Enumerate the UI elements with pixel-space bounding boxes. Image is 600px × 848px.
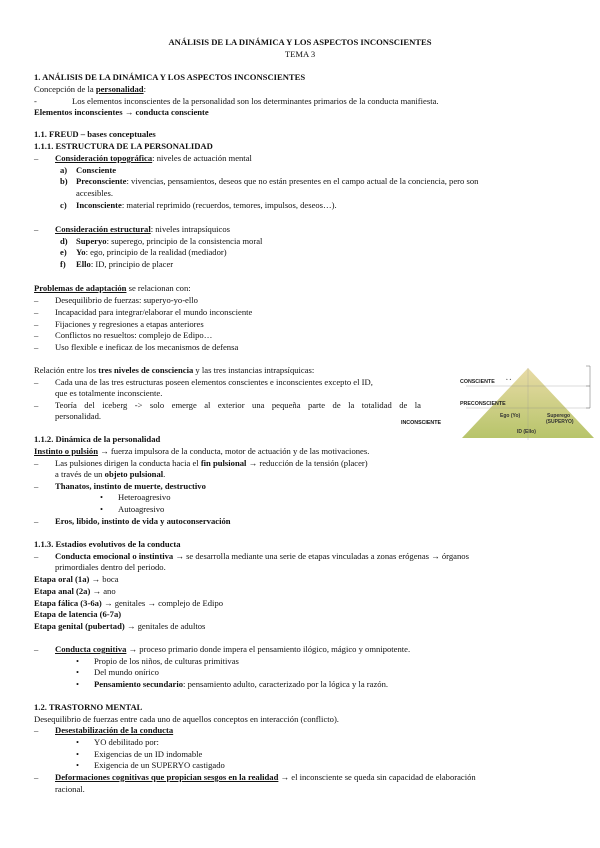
- problema-item: Desequilibrio de fuerzas: superyo-yo-ello: [55, 295, 198, 305]
- list-dash: –: [34, 307, 39, 317]
- label-inconsciente-ext: INCONSCIENTE: [401, 420, 442, 426]
- eros-line: Eros, libido, instinto de vida y autoconservación: [55, 516, 231, 526]
- list-dash: –: [34, 400, 39, 410]
- relacion-item-1-cont: que es totalmente inconsciente.: [55, 388, 163, 398]
- item-b-text: Preconsciente: vivencias, pensamientos, deseos que no están presentes en el campo actual de la conciencia, pero son: [76, 176, 479, 186]
- cognitiva-item-3: Pensamiento secundario: pensamiento adulto, caracterizado por la lógica y la razón.: [94, 679, 389, 689]
- bullet-dot: •: [76, 667, 80, 677]
- list-dash: –: [34, 319, 39, 329]
- instinto-line: Instinto o pulsión → fuerza impulsora de la conducta, motor de actuación y de las motivaciones.: [34, 446, 370, 456]
- item-c-text: Inconsciente: material reprimido (recuerdos, temores, impulsos, deseos…).: [76, 200, 337, 210]
- problemas-line: Problemas de adaptación se relacionan con:: [34, 283, 191, 293]
- etapa-latencia: Etapa de latencia (6-7a): [34, 609, 122, 619]
- section-1-1-heading: 1.1. FREUD – bases conceptuales: [34, 129, 156, 139]
- label-preconsciente: PRECONSCIENTE: [460, 401, 506, 407]
- pyramid-dots: . .: [506, 374, 512, 382]
- thanatos-line: Thanatos, instinto de muerte, destructivo: [55, 481, 206, 491]
- heteroagresivo: Heteroagresivo: [118, 492, 171, 502]
- relacion-item-2: Teoría del iceberg -> solo emerge al exterior una pequeña parte de la totalidad de la: [55, 400, 421, 410]
- list-dash: –: [34, 516, 39, 526]
- list-dash: –: [34, 551, 39, 561]
- item-b: b): [60, 176, 68, 186]
- list-dash: –: [34, 153, 39, 163]
- bullet-dot: •: [76, 737, 80, 747]
- list-dash: –: [34, 377, 39, 387]
- item-e: e): [60, 247, 67, 257]
- cognitiva-item-1: Propio de los niños, de culturas primitivas: [94, 656, 239, 666]
- relacion-item-2-cont: personalidad.: [55, 411, 102, 421]
- label-superyo: (SUPERYO): [546, 419, 574, 425]
- label-ego: Ego (Yo): [500, 413, 521, 419]
- list-dash: –: [34, 224, 39, 234]
- item-f: f): [60, 259, 66, 269]
- list-dash: –: [34, 295, 39, 305]
- emocional-line: Conducta emocional o instintiva → se desarrolla mediante una serie de etapas vinculadas a zonas erógenas → órganos: [55, 551, 469, 561]
- item-d-text: Superyo: superego, principio de la consistencia moral: [76, 236, 263, 246]
- bullet-dot: •: [76, 679, 80, 689]
- label-superego: Superego: [547, 413, 571, 419]
- item-d: d): [60, 236, 68, 246]
- item-a-text: Consciente: [76, 165, 117, 175]
- pulsiones-line: Las pulsiones dirigen la conducta hacia el fin pulsional → reducción de la tensión (placer): [55, 458, 368, 468]
- item-b-text-cont: accesibles.: [76, 188, 113, 198]
- cognitiva-item-2: Del mundo onírico: [94, 667, 159, 677]
- elementos-line: Elementos inconscientes → conducta consciente: [34, 107, 209, 117]
- concepcion-bullet: Los elementos inconscientes de la personalidad son los determinantes primarios de la conducta manifiesta.: [72, 96, 439, 106]
- iceberg-pyramid-figure: [458, 364, 598, 440]
- section-1-1-1-heading: 1.1.1. ESTRUCTURA DE LA PERSONALIDAD: [34, 141, 213, 151]
- pulsiones-line-cont: a través de un objeto pulsional.: [55, 469, 166, 479]
- label-id: ID (Ello): [517, 429, 536, 435]
- problema-item: Fijaciones y regresiones a etapas anteriores: [55, 319, 204, 329]
- topografica-line: Consideración topográfica: niveles de actuación mental: [55, 153, 252, 163]
- item-e-text: Yo: ego, principio de la realidad (mediador): [76, 247, 227, 257]
- list-dash: –: [34, 330, 39, 340]
- concepcion-line: Concepción de la personalidad:: [34, 84, 146, 94]
- list-dash: –: [34, 458, 39, 468]
- item-f-text: Ello: ID, principio de placer: [76, 259, 174, 269]
- autoagresivo: Autoagresivo: [118, 504, 165, 514]
- deformaciones-line-cont: racional.: [55, 784, 85, 794]
- document-title: ANÁLISIS DE LA DINÁMICA Y LOS ASPECTOS INCONSCIENTES: [168, 37, 432, 47]
- etapa-falica: Etapa fálica (3-6a) → genitales → complejo de Edipo: [34, 598, 224, 608]
- list-dash: –: [34, 725, 39, 735]
- etapa-anal: Etapa anal (2a) → ano: [34, 586, 116, 596]
- section-1-2-heading: 1.2. TRASTORNO MENTAL: [34, 702, 143, 712]
- list-dash: –: [34, 772, 39, 782]
- desest-item-1: YO debilitado por:: [94, 737, 159, 747]
- list-dash: –: [34, 644, 39, 654]
- bullet-dot: •: [100, 492, 104, 502]
- etapa-oral: Etapa oral (1a) → boca: [34, 574, 119, 584]
- bullet-dot: •: [76, 656, 80, 666]
- bullet-dot: •: [76, 749, 80, 759]
- relacion-line: Relación entre los tres niveles de consciencia y las tres instancias intrapsíquicas:: [34, 365, 315, 375]
- item-c: c): [60, 200, 67, 210]
- bullet-dot: •: [76, 760, 80, 770]
- relacion-item-1: Cada una de las tres estructuras poseen elementos conscientes e inconscientes excepto el ID,: [55, 377, 373, 387]
- document-subtitle: TEMA 3: [284, 49, 316, 59]
- desest-item-2: Exigencias de un ID indomable: [94, 749, 203, 759]
- bullet-dash: -: [34, 96, 37, 106]
- list-dash: –: [34, 481, 39, 491]
- bullet-dot: •: [100, 504, 104, 514]
- emocional-line-cont: primordiales dentro del periodo.: [55, 562, 166, 572]
- estructural-line: Consideración estructural: niveles intrapsíquicos: [55, 224, 230, 234]
- desestabilizacion-line: Desestabilización de la conducta: [55, 725, 174, 735]
- problema-item: Uso flexible e ineficaz de los mecanismos de defensa: [55, 342, 239, 352]
- section-1-1-2-heading: 1.1.2. Dinámica de la personalidad: [34, 434, 161, 444]
- section-1-heading: 1. ANÁLISIS DE LA DINÁMICA Y LOS ASPECTOS INCONSCIENTES: [34, 72, 306, 82]
- label-consciente: CONSCIENTE: [460, 379, 495, 385]
- desest-item-3: Exigencia de un SUPERYO castigado: [94, 760, 225, 770]
- deformaciones-line: Deformaciones cognitivas que propician sesgos en la realidad → el inconsciente se queda sin capacidad de elaboración: [55, 772, 476, 782]
- list-dash: –: [34, 342, 39, 352]
- section-1-1-3-heading: 1.1.3. Estadios evolutivos de la conducta: [34, 539, 181, 549]
- item-a: a): [60, 165, 68, 175]
- cognitiva-line: Conducta cognitiva → proceso primario donde impera el pensamiento ilógico, mágico y omnipotente.: [55, 644, 411, 654]
- trastorno-desc: Desequilibrio de fuerzas entre cada uno de aquellos conceptos en interacción (conflicto).: [34, 714, 339, 724]
- problema-item: Incapacidad para integrar/elaborar el mundo inconsciente: [55, 307, 253, 317]
- problema-item: Conflictos no resueltos: complejo de Edipo…: [55, 330, 213, 340]
- etapa-genital: Etapa genital (pubertad) → genitales de adultos: [34, 621, 206, 631]
